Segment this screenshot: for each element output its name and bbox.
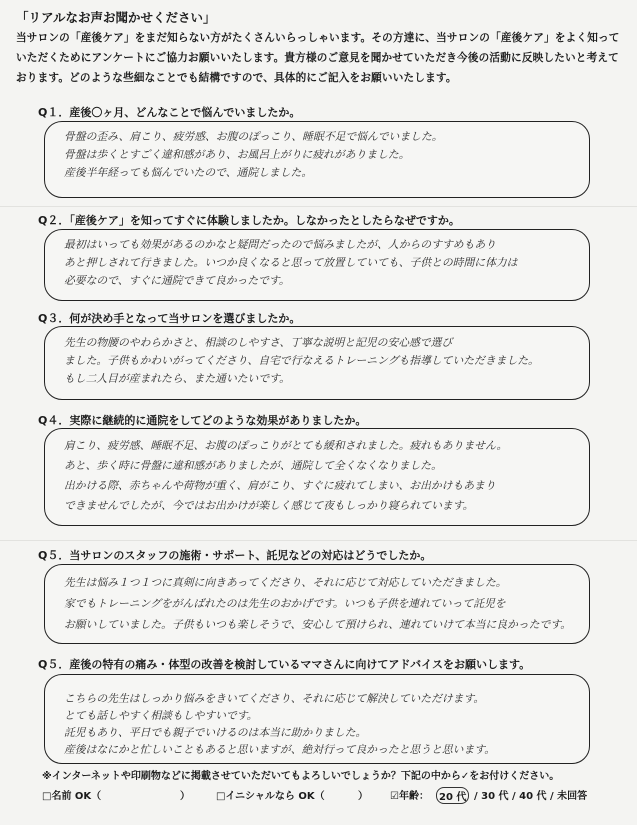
answer-line: できませんでしたが、今ではお出かけが楽しく感じて夜もしっかり寝られています。 [64, 499, 474, 512]
survey-intro: 当サロンの「産後ケア」をまだ知らない方がたくさんいらっしゃいます。その方達に、当サロンの「産後ケア」をよく知っていただくためにアンケートにご協力お願いいたします。貴方様のご意見を聞かせていただき今後の活動に反映したいと考えております。どのような些細なことでも結構ですので、具体的にご記入をお願いいたします。 [16, 32, 620, 84]
question-2-label: Q２．「産後ケア」を知ってすぐに体験しましたか。しなかったとしたらなぜですか。 [38, 214, 460, 227]
answer-line: あと、歩く時に骨盤に違和感がありましたが、通院して全くなくなりました。 [64, 459, 442, 472]
name-ok-checkbox[interactable]: □名前 OK（ [42, 791, 102, 802]
question-4-label: Q４．実際に継続的に通院をしてどのような効果がありましたか。 [38, 414, 367, 427]
initial-ok-checkbox[interactable]: □イニシャルなら OK（ [216, 791, 325, 802]
survey-title: 「リアルなお声お聞かせください」 [16, 10, 216, 25]
answer-line: 産後半年経っても悩んでいたので、通院しました。 [64, 166, 313, 179]
paper-fold-line [0, 540, 637, 541]
initial-ok-close: ） [358, 791, 368, 802]
answer-line: 先生の物腰のやわらかさと、相談のしやすさ、丁寧な説明と記児の安心感で選び [64, 336, 453, 349]
question-6-label: Q５．産後の特有の痛み・体型の改善を検討しているママさんに向けてアドバイスをお願いします。 [38, 658, 531, 671]
answer-line: 骨盤は歩くとすごく違和感があり、お風呂上がりに疲れがありました。 [64, 148, 410, 161]
answer-line: お願いしていました。子供もいつも楽しそうで、安心して預けられ、連れていけて本当に良かったです。 [64, 618, 572, 631]
answer-line: 必要なので、すぐに通院できて良かったです。 [64, 274, 290, 287]
age-other-options[interactable]: / 30 代 / 40 代 / 未回答 [474, 791, 588, 802]
age-label: ☑年齢： [390, 791, 429, 802]
answer-2-text [64, 236, 584, 290]
answer-line: 家でもトレーニングをがんばれたのは先生のおかげです。いつも子供を連れていって託児を [64, 597, 506, 610]
answer-line: こちらの先生はしっかり悩みをきいてくださり、それに応じて解決していただけます。 [64, 692, 485, 705]
answer-1-text [64, 128, 584, 182]
question-5-label: Q５．当サロンのスタッフの施術・サポート、託児などの対応はどうでしたか。 [38, 549, 432, 562]
answer-line: ました。子供もかわいがってくださり、自宅で行なえるトレーニングも指導していただきました。 [64, 354, 539, 367]
answer-line: あと押しされて行きました。いつか良くなると思って放置していても、子供との時間に体力は [64, 256, 518, 269]
answer-line: 出かける際、赤ちゃんや荷物が重く、肩がこり、すぐに疲れてしまい、お出かけもあまり [64, 479, 496, 492]
question-1-label: Q１．産後〇ヶ月、どんなことで悩んでいましたか。 [38, 106, 301, 119]
paper-fold-line [0, 206, 637, 207]
answer-6-text [64, 690, 584, 758]
answer-line: とても話しやすく相談もしやすいです。 [64, 709, 258, 722]
answer-line: 最初はいっても効果があるのかなと疑問だったので悩みましたが、人からのすすめもあり [64, 238, 496, 251]
question-3-label: Q３．何が決め手となって当サロンを選びましたか。 [38, 312, 301, 325]
answer-line: 産後はなにかと忙しいこともあると思いますが、絶対行って良かったと思うと思います。 [64, 743, 496, 756]
answer-line: 骨盤の歪み、肩こり、疲労感、お腹のぽっこり、睡眠不足で悩んでいました。 [64, 130, 443, 143]
answer-line: 先生は悩み１つ１つに真剣に向きあってくださり、それに応じて対応していただきました。 [64, 576, 507, 589]
answer-line: 肩こり、疲労感、睡眠不足、お腹のぽっこりがとても緩和されました。疲れもありません。 [64, 439, 508, 452]
age-option-20s-selected[interactable]: 20 代 [436, 787, 469, 804]
answer-5-text [64, 572, 584, 635]
answer-4-text [64, 436, 584, 516]
answer-3-text [64, 334, 584, 388]
answer-line: 託児もあり、平日でも親子でいけるのは本当に助かりました。 [64, 726, 367, 739]
name-ok-close: ） [180, 791, 190, 802]
publication-consent-notice: ※インターネットや印刷物などに掲載させていただいてもよろしいでしょうか？下記の中から✓をお付けください。 [42, 771, 560, 782]
answer-line: もし二人目が産まれたら、また通いたいです。 [64, 372, 290, 385]
